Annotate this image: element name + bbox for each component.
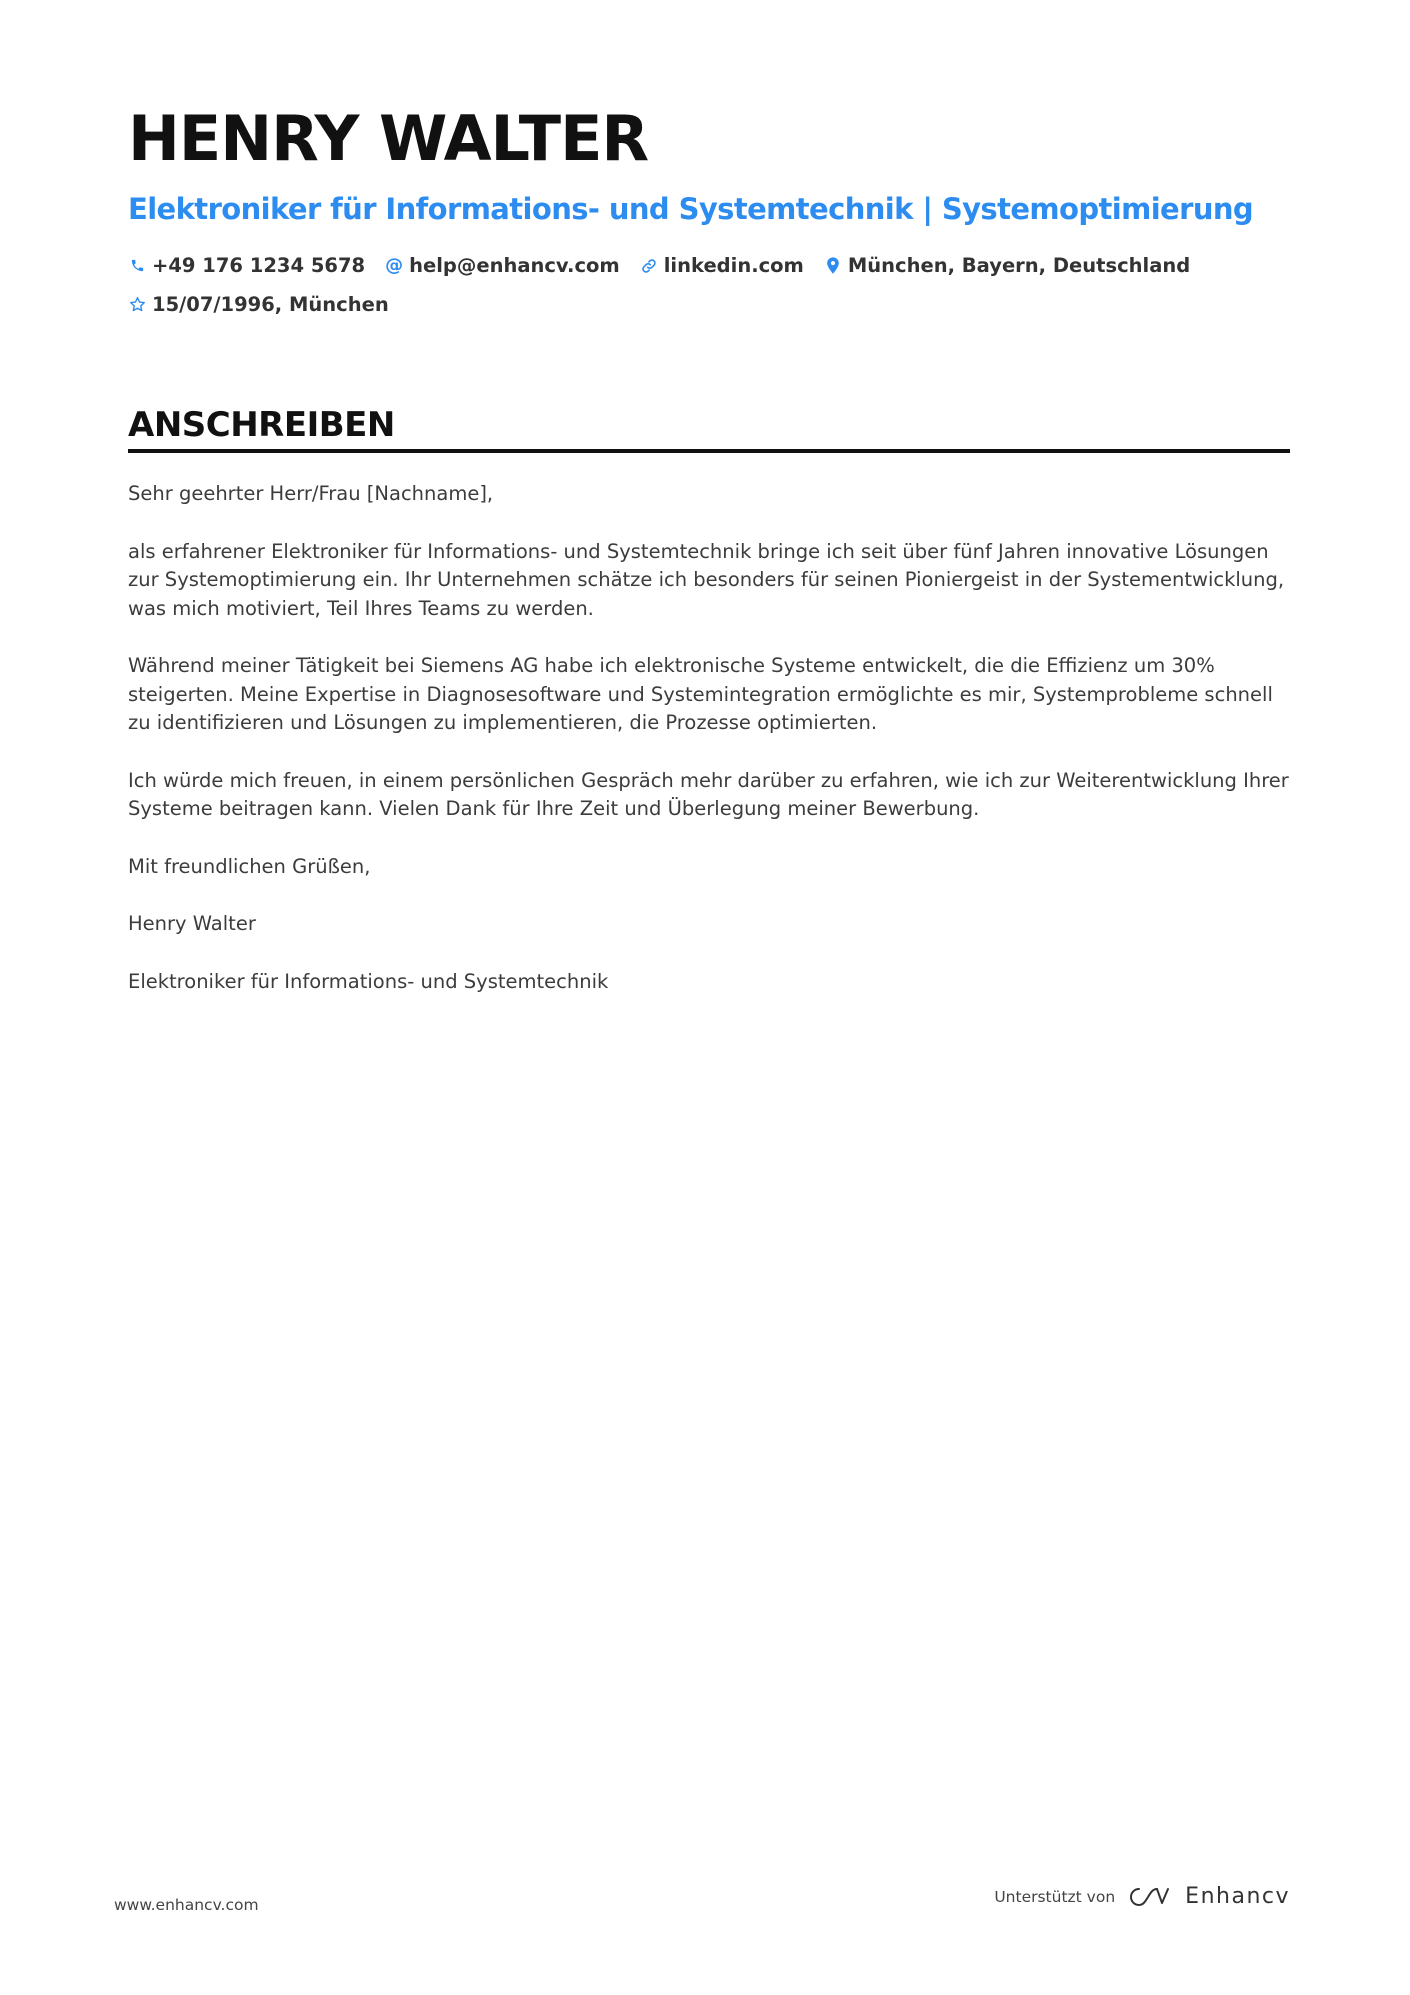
section-divider bbox=[128, 449, 1290, 453]
contact-row-1 bbox=[128, 254, 1210, 277]
phone-text: +49 176 1234 5678 bbox=[152, 254, 366, 277]
powered-by-label: Unterstützt von bbox=[994, 1887, 1116, 1906]
footer-website-link[interactable]: www.enhancv.com bbox=[114, 1896, 259, 1914]
location-text: München, Bayern, Deutschland bbox=[847, 254, 1191, 277]
contact-linkedin[interactable] bbox=[640, 254, 804, 277]
letter-paragraph: als erfahrener Elektroniker für Informations- und Systemtechnik bringe ich seit über fünf Jahren innovative Lösungen zur Systemoptimierung ein. Ihr Unternehmen schätze ich besonders für seinen Pioniergeist in der Systementwicklung, was mich motiviert, Teil Ihres Teams zu werden. bbox=[128, 539, 1285, 620]
brand-name: Enhancv bbox=[1185, 1884, 1290, 1909]
section-title: ANSCHREIBEN bbox=[128, 405, 395, 445]
contact-birth bbox=[128, 293, 389, 316]
link-icon bbox=[640, 257, 658, 275]
letter-closing: Mit freundlichen Grüßen, bbox=[128, 854, 371, 878]
letter-body bbox=[128, 480, 1293, 1025]
candidate-name: HENRY WALTER bbox=[128, 102, 649, 175]
letter-greeting: Sehr geehrter Herr/Frau [Nachname], bbox=[128, 482, 494, 505]
email-text: help@enhancv.com bbox=[409, 254, 620, 277]
letter-paragraph: Während meiner Tätigkeit bei Siemens AG habe ich elektronische Systeme entwickelt, die die Effizienz um 30% steigerten. Meine Expertise in Diagnosesoftware und Systemintegration ermöglichte es mir, Systemprobleme schnell zu identifizieren und Lösungen zu implementieren, die Prozesse optimierten. bbox=[128, 654, 1273, 734]
letter-paragraph: Ich würde mich freuen, in einem persönlichen Gespräch mehr darüber zu erfahren, wie ich zur Weiterentwicklung Ihrer Systeme beitragen kann. Vielen Dank für Ihre Zeit und Überlegung meiner Bewerbung. bbox=[128, 768, 1289, 820]
contact-row-2 bbox=[128, 293, 409, 316]
linkedin-text: linkedin.com bbox=[663, 254, 804, 277]
contact-email[interactable] bbox=[385, 254, 620, 277]
contact-phone[interactable] bbox=[128, 254, 365, 277]
phone-icon bbox=[128, 257, 146, 275]
birth-text: 15/07/1996, München bbox=[152, 293, 389, 316]
star-icon bbox=[128, 296, 146, 314]
signature-title: Elektroniker für Informations- und Systemtechnik bbox=[128, 969, 609, 993]
enhancv-logo-icon bbox=[1127, 1885, 1171, 1909]
location-pin-icon bbox=[824, 257, 842, 275]
candidate-headline: Elektroniker für Informations- und Systemtechnik | Systemoptimierung bbox=[128, 192, 1254, 226]
at-icon: @ bbox=[385, 254, 404, 276]
signature-name: Henry Walter bbox=[128, 912, 256, 935]
footer-branding[interactable] bbox=[994, 1884, 1290, 1909]
contact-location bbox=[824, 254, 1190, 277]
